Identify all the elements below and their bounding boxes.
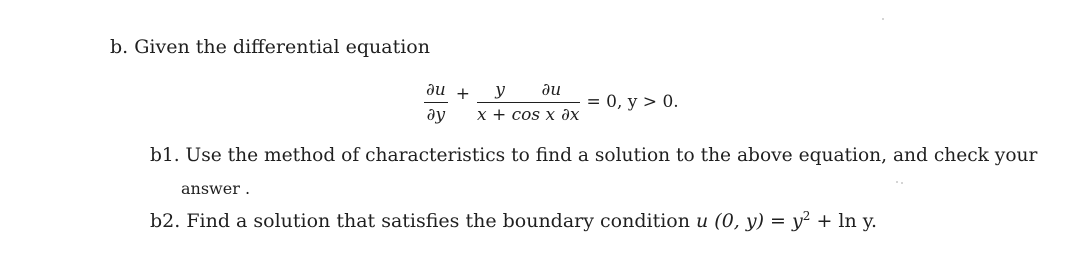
coefficient-numerator: y: [495, 79, 505, 100]
part-b1-text: b1. Use the method of characteristics to find a solution to the above equation, and check your: [150, 145, 1038, 166]
scan-artifact-dot: [901, 182, 903, 184]
term1-denominator: ∂y: [424, 102, 448, 125]
coefficient-denominator: x + cos x: [477, 104, 556, 125]
part-b2-prefix: b2. Find a solution that satisfies the boundary condition: [150, 210, 697, 232]
problem-heading: b. Given the differential equation: [110, 36, 430, 58]
part-b2-text: [150, 210, 877, 232]
part-b1-continuation: answer .: [181, 179, 251, 198]
scan-artifact-dot: [882, 18, 884, 20]
boundary-exponent: 2: [802, 209, 811, 223]
boundary-condition: u (0, y) = y: [696, 210, 803, 232]
partial-u-over-partial-y: [423, 80, 449, 125]
coefficient-times-partial-u-over-partial-x: [477, 80, 580, 125]
plus-operator: +: [455, 84, 470, 104]
part-b2-suffix: + ln y.: [810, 210, 878, 232]
scan-artifact-dot: [896, 181, 898, 183]
partial-u-numerator: ∂u: [541, 79, 562, 100]
partial-x-denominator: ∂x: [561, 104, 580, 125]
term1-numerator: ∂u: [426, 79, 446, 100]
differential-equation: [420, 77, 679, 127]
equation-rhs: = 0, y > 0.: [586, 92, 679, 112]
